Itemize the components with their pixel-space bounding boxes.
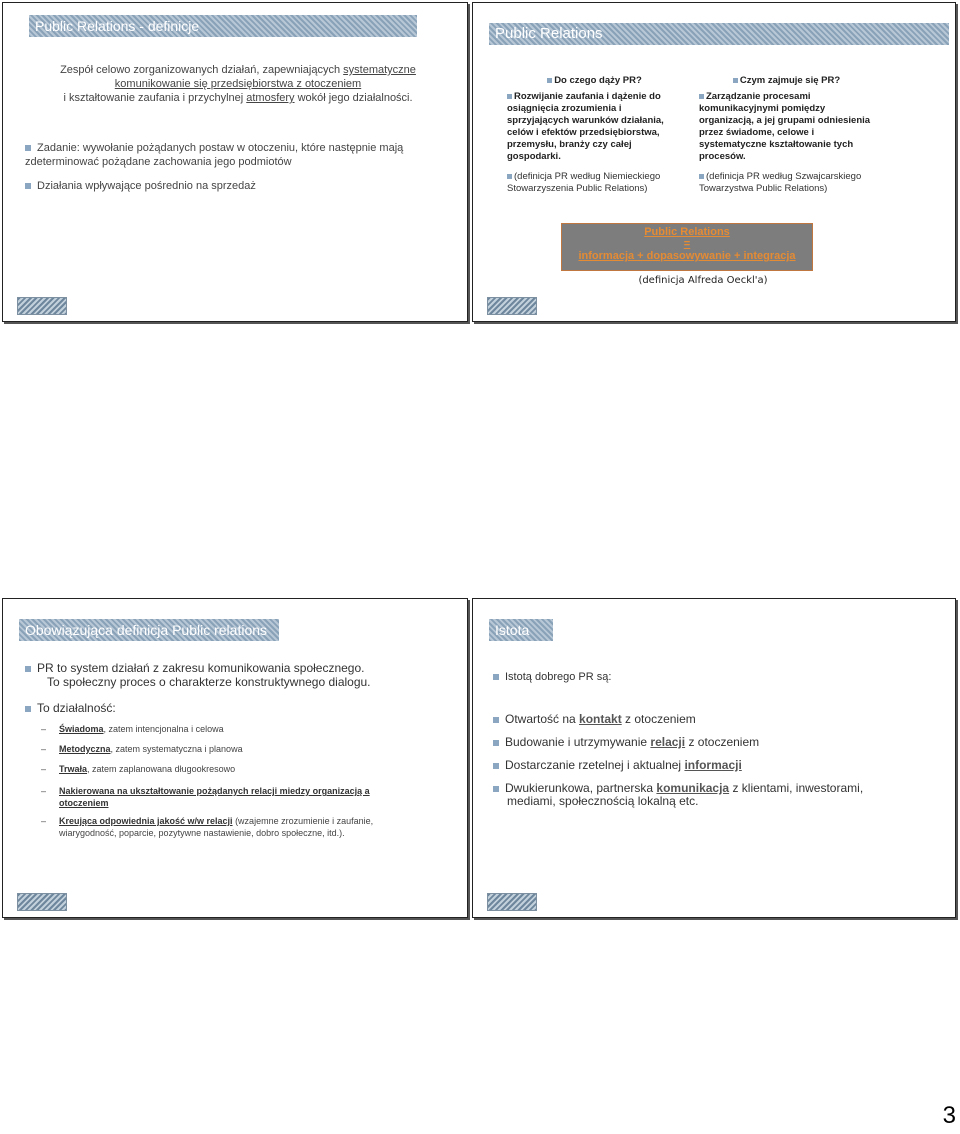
bullet-text: z otoczeniem <box>621 712 696 726</box>
sub-item-text: (wzajemne zrozumienie i zaufanie, wiarygodność, poparcie, pozytywne nastawienie, dobro społeczne, itd.). <box>59 816 374 838</box>
bullet-key: informacji <box>684 758 742 772</box>
question <box>507 75 682 87</box>
slide-2 <box>472 2 956 322</box>
sub-item <box>41 763 419 775</box>
bullet-icon <box>493 786 499 792</box>
dash: – <box>41 764 47 774</box>
source-text: (definicja PR według Szwajcarskiego Towarzystwa Public Relations) <box>699 171 862 194</box>
slide-title: Public Relations - definicje <box>29 15 417 37</box>
slide-title: Istota PR <box>489 619 553 641</box>
bullet-key: komunikacja <box>656 781 730 795</box>
sub-item-key: Kreująca odpowiednia jakość w/w relacji <box>59 816 233 826</box>
bullet-text: Działania wpływające pośrednio na sprzedaż <box>37 180 256 192</box>
bullet-icon <box>733 78 738 83</box>
sub-item-text: , zatem zaplanowana długookresowo <box>87 764 236 774</box>
sub-item-key: Świadoma <box>59 724 104 734</box>
slide-1 <box>2 2 468 322</box>
definition-text: Zarządzanie procesami komunikacyjnymi pomiędzy organizacją, a jej grupami odniesienia przez świadome, celowe i systematyczne kształtowanie tych procesów. <box>699 91 871 162</box>
source <box>507 171 682 195</box>
logo <box>487 893 537 911</box>
bullet-item <box>493 759 893 772</box>
bullet-item <box>493 782 893 808</box>
question-text: Czym zajmuje się PR? <box>739 75 841 86</box>
sub-item-key: Nakierowana na ukształtowanie pożądanych relacji miedzy organizacją a otoczeniem <box>59 786 370 808</box>
column-left <box>507 75 682 195</box>
bullet-text: PR to system działań z zakresu komunikowania społecznego. <box>37 661 365 675</box>
intro-text <box>33 63 443 105</box>
bullet-text: To działalność: <box>37 701 116 715</box>
bullet-icon <box>699 174 704 179</box>
sub-item <box>41 785 419 809</box>
formula-line: = <box>683 238 691 250</box>
sub-item <box>41 815 419 839</box>
bullet-icon <box>507 174 512 179</box>
column-right <box>699 75 874 195</box>
sub-item-key: Metodyczna <box>59 744 111 754</box>
formula-line: Public Relations <box>644 226 730 238</box>
bullet-text: Zadanie: wywołanie pożądanych postaw w otoczeniu, które następnie mają zdeterminować pożądane zachowania jego podmiotów <box>25 142 404 168</box>
bullet-item <box>25 179 445 193</box>
slide-title: Obowiązująca definicja Public relations <box>19 619 279 641</box>
source <box>699 171 874 195</box>
bullet-item <box>25 141 445 169</box>
intro-part: atmosfery <box>246 92 295 104</box>
pr-formula-box <box>561 223 813 271</box>
bullet-key: relacji <box>650 735 686 749</box>
bullet-text: Istotą dobrego PR są: <box>505 671 612 683</box>
sub-item-text: , zatem intencjonalna i celowa <box>103 724 224 734</box>
formula-line: informacja + dopasowywanie + integracja <box>578 250 796 262</box>
bullet-icon <box>547 78 552 83</box>
bullet-item <box>493 736 893 749</box>
dash: – <box>41 744 47 754</box>
intro-part: wokół jego działalności. <box>294 92 413 104</box>
definition <box>507 91 682 163</box>
logo <box>487 297 537 315</box>
bullet-text: Budowanie i utrzymywanie <box>505 735 651 749</box>
bullet-text: z otoczeniem <box>685 735 760 749</box>
definition <box>699 91 874 163</box>
sub-item-text: , zatem systematyczna i planowa <box>110 744 243 754</box>
bullet-icon <box>493 717 499 723</box>
logo <box>17 297 67 315</box>
intro-part: i kształtowanie zaufania i przychylnej <box>63 92 247 104</box>
bullet-icon <box>493 740 499 746</box>
oeckl-caption: (definicja Alfreda Oeckl'a) <box>638 275 768 286</box>
bullet-text: Otwartość na <box>505 712 580 726</box>
logo <box>17 893 67 911</box>
page-number: 3 <box>942 1102 956 1129</box>
slide-title: Public Relations <box>489 23 949 45</box>
bullet-icon <box>25 183 31 189</box>
intro-part: systematyczne <box>343 64 416 76</box>
bullet-icon <box>493 674 499 680</box>
dash: – <box>41 816 47 826</box>
bullet-text: Dostarczanie rzetelnej i aktualnej <box>505 758 685 772</box>
slide-4 <box>472 598 956 918</box>
question-text: Do czego dąży PR? <box>554 75 642 86</box>
sub-item <box>41 723 419 735</box>
dash: – <box>41 724 47 734</box>
bullet-key: kontakt <box>579 712 622 726</box>
bullet-item <box>493 671 611 683</box>
bullet-icon <box>25 666 31 672</box>
slide-3 <box>2 598 468 918</box>
bullet-icon <box>699 94 704 99</box>
sub-item-key: Trwała <box>59 764 88 774</box>
definition-text: Rozwijanie zaufania i dążenie do osiągnięcia zrozumienia i sprzyjających warunków działania, celów i efektów przedsiębiorstwa, przemysłu, branży czy całej gospodarki. <box>507 91 664 162</box>
question <box>699 75 874 87</box>
bullet-icon <box>25 145 31 151</box>
bullet-item <box>493 713 893 726</box>
sub-item <box>41 743 419 755</box>
bullet-text: z klientami, inwestorami, <box>729 781 864 795</box>
bullet-item <box>25 701 116 715</box>
bullet-icon <box>25 706 31 712</box>
bullet-text: To społeczny proces o charakterze konstruktywnego dialogu. <box>47 675 371 689</box>
bullet-text: mediami, społecznością lokalną etc. <box>507 794 699 808</box>
bullet-icon <box>507 94 512 99</box>
bullet-icon <box>493 763 499 769</box>
bullet-text: Dwukierunkowa, partnerska <box>505 781 657 795</box>
bullet-item <box>25 661 445 689</box>
source-text: (definicja PR według Niemieckiego Stowarzyszenia Public Relations) <box>507 171 661 194</box>
intro-part: Zespół celowo zorganizowanych działań, zapewniających <box>60 64 344 76</box>
dash: – <box>41 786 47 796</box>
intro-part: komunikowanie się przedsiębiorstwa z otoczeniem <box>114 78 362 90</box>
